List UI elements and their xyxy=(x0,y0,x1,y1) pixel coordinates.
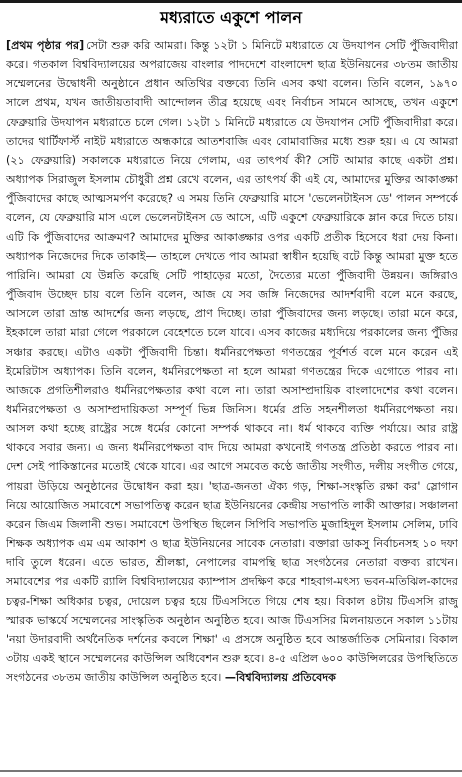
article-headline: মধ্যরাতে একুশে পালন xyxy=(160,8,302,27)
article-body xyxy=(6,36,458,766)
continued-from-front-page-label: [প্রথম পৃষ্ঠার পর] xyxy=(6,39,85,52)
article-byline: —বিশ্ববিদ্যালয় প্রতিবেদক xyxy=(224,671,336,685)
bottom-rule xyxy=(0,770,462,772)
article-text: সেটা শুরু করি আমরা। কিন্তু ১২টা ১ মিনিটে মধ্যরাতে যে উদযাপন সেটি পুঁজিবাদীরা করে। গতকাল বিশ্ববিদ্যালয়ের অপরাজেয় বাংলার পাদদেশে বাংলাদেশ ছাত্র ইউনিয়নের ৩৮তম জাতীয় সম্মেলনের উদ্বোধনী অনুষ্ঠানে প্রধান অতিথির বক্তব্যে তিনি এসব কথা বলেন। তিনি বলেন, ১৯৭০ সালে প্রথম, যখন জাতীয়তাবাদী আন্দোলন তীব্র হয়েছে এবং নির্বাচন সামনে আসছে, তখন একুশে ফেব্রুয়ারি উদযাপন মধ্যরাতে চলে গেল। ১২টা ১ মিনিটে মধ্যরাতে যে উদযাপন সেটি পুঁজিবাদীরা করে। তাদের থার্টিফার্স্ট নাইট মধ্যরাতে অন্ধকারে আতশবাজি এবং বোমাবাজির মধ্যে শুরু হয়। এ যে আমরা (২১ ফেব্রুয়ারি) সকালকে মধ্যরাতে নিয়ে গেলাম, এর তাৎপর্য কী? সেটি আমার কাছে একটা প্রশ্ন। অধ্যাপক সিরাজুল ইসলাম চৌধুরী প্রশ্ন রেখে বলেন, এর তাৎপর্য কী এই যে, আমাদের মুক্তির আকাঙ্ক্ষা পুঁজিবাদের কাছে আত্মসমর্পণ করেছে? এ সময় তিনি ফেব্রুয়ারি মাসে 'ভেলেনটাইনস ডে' পালন সম্পর্কে বলেন, যে ফেব্রুয়ারি মাস এলে ভেলেনটাইনস ডে আসে, এটি একুশে ফেব্রুয়ারিকে ম্লান করে দিতে চায়। এটি কি পুঁজিবাদের আক্রমণ? আমাদের মুক্তির আকাঙ্ক্ষার ওপর একটি প্রতীক হিসেবে ধরা দেয় কিনা। অধ্যাপক নিজেদের দিকে তাকাই— তাহলে দেখতে পাব আমরা স্বাধীন হয়েছি বটে কিন্তু আমরা মুক্ত হতে পারিনি। আমরা যে উন্নতি করেছি সেটি পাহাড়ের মতো, দৈত্যের মতো পুঁজিবাদী উন্নয়ন। জঙ্গিরাও পুঁজিবাদ উচ্ছেদ চায় বলে তিনি বলেন, আজ যে সব জঙ্গি নিজেদের আদর্শবাদী বলে মনে করছে, আসলে তারা ভ্রান্ত আদর্শের জন্য লড়ছে, প্রাণ দিচ্ছে। তারা পুঁজিবাদের জন্য লড়ছে। তারা মনে করে, ইহকালে তারা মারা গেলে পরকালে বেহেশতে চলে যাবে। এসব কাজের মধ্যদিয়ে পরকালের জন্য পুঁজির সঞ্চার করছে। এটাও একটা পুঁজিবাদী চিন্তা। ধর্মনিরপেক্ষতা গণতন্ত্রের পূর্বশর্ত বলে মনে করেন এই ইমেরিটাস অধ্যাপক। তিনি বলেন, ধর্মনিরপেক্ষতা না হলে আমরা গণতন্ত্রের দিকে এগোতে পারব না। আজকে প্রগতিশীলরাও ধর্মনিরপেক্ষতার কথা বলে না। তারা অসাম্প্রদায়িক বাংলাদেশের কথা বলেন। ধর্মনিরপেক্ষতা ও অসাম্প্রদায়িকতা সম্পূর্ণ ভিন্ন জিনিস। ধর্মের প্রতি সহনশীলতা ধর্মনিরপেক্ষতা নয়। আসল কথা হচ্ছে রাষ্ট্রের সঙ্গে ধর্মের কোনো সম্পর্ক থাকবে না। ধর্ম থাকবে ব্যক্তি পর্যায়ে। আর রাষ্ট্র থাকবে সবার জন্য। এ জন্য ধর্মনিরপেক্ষতা বাদ দিয়ে আমরা কখনোই গণতন্ত্র প্রতিষ্ঠা করতে পারব না। দেশ সেই পাকিস্তানের মতোই থেকে যাবে। এর আগে সমবেত কণ্ঠে জাতীয় সংগীত, দলীয় সংগীত গেয়ে, পায়রা উড়িয়ে অনুষ্ঠানের উদ্বোধন করা হয়। 'ছাত্র-জনতা ঐক্য গড়, শিক্ষা-সংস্কৃতি রক্ষা কর' স্লোগান নিয়ে আয়োজিত সমাবেশে সভাপতিত্ব করেন ছাত্র ইউনিয়নের কেন্দ্রীয় সভাপতি লাকী আক্তার। সঞ্চালনা করেন জিএম জিলানী শুভ। সমাবেশে উপস্থিত ছিলেন সিপিবি সভাপতি মুজাহিদুল ইসলাম সেলিম, ঢাবি শিক্ষক অধ্যাপক এম এম আকাশ ও ছাত্র ইউনিয়নের সাবেক নেতারা। বক্তারা ডাকসু নির্বাচনসহ ১০ দফা দাবি তুলে ধরেন। এতে ভারত, শ্রীলঙ্কা, নেপালের বামপন্থি ছাত্র সংগঠনের নেতারা বক্তব্য রাখেন। সমাবেশের পর একটি র‍্যালি বিশ্ববিদ্যালয়ের ক্যাম্পাস প্রদক্ষিণ করে শাহবাগ-মৎস্য ভবন-মতিঝিল-কাদের চত্বর-শিক্ষা অধিকার চত্বর, দোয়েল চত্বর হয়ে টিএসসিতে গিয়ে শেষ হয়। বিকাল ৪টায় টিএসসি রাজু স্মারক ভাস্কর্যে সম্মেলনের সাংস্কৃতিক অনুষ্ঠান অনুষ্ঠিত হবে। আজ টিএসসির মিলনায়তনে সকাল ১১টায় 'নয়া উদারবাদী অর্থনৈতিক দর্শনের কবলে শিক্ষা' এ প্রসঙ্গে অনুষ্ঠিত হবে আন্তর্জাতিক সেমিনার। বিকাল ৩টায় একই স্থানে সম্মেলনের কাউন্সিল অধিবেশন শুরু হবে। ৪-৫ এপ্রিল ৬০০ কাউন্সিলরের উপস্থিতিতে সংগঠনের ৩৮তম জাতীয় কাউন্সিল অনুষ্ঠিত হবে। xyxy=(6,39,458,685)
